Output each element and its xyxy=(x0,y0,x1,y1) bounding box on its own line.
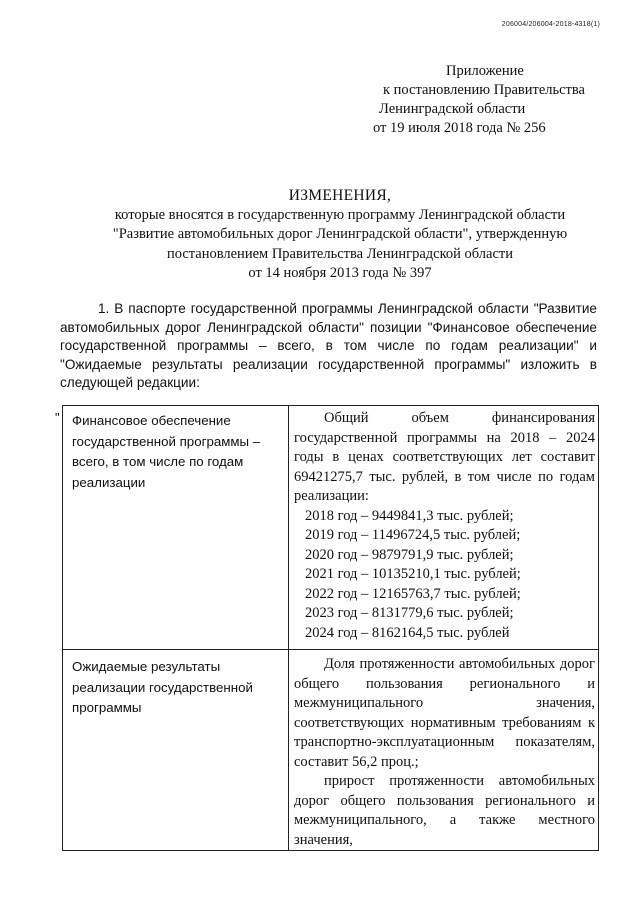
results-paragraph-2: прирост протяженности автомобильных дорог общего пользования регионального и межмуниципального, а также местного значения, xyxy=(294,773,595,848)
results-paragraph-1: Доля протяженности автомобильных дорог общего пользования регионального и межмуниципального значения, соответствующих нормативным требованиям к транспортно-эксплуатационным показателям, составит 56,2 проц.; xyxy=(294,656,595,770)
appendix-header xyxy=(373,62,585,138)
title-heading: ИЗМЕНЕНИЯ, xyxy=(288,187,392,204)
opening-quote-mark: " xyxy=(55,410,60,425)
passport-table xyxy=(62,405,599,851)
document-title xyxy=(60,186,620,284)
financing-value-cell xyxy=(289,406,599,650)
table-row-results xyxy=(63,650,599,851)
year-line: 2023 год – 8131779,6 тыс. рублей; xyxy=(305,605,514,621)
financing-label: Финансовое обеспечение государственной программы – всего, в том числе по годам реализации xyxy=(72,413,261,490)
intro-paragraph: 1. В паспорте государственной программы Ленинградской области "Развитие автомобильных дорог Ленинградской области" позиции "Финансовое обеспечение государственной программы – всего, в том числе по годам реализации" и "Ожидаемые результаты реализации государственной программы" изложить в следующей редакции: xyxy=(60,301,597,390)
financing-label-cell xyxy=(63,406,289,650)
appendix-line-2: к постановлению Правительства xyxy=(383,82,585,98)
title-line-3: "Развитие автомобильных дорог Ленинградской области", утвержденную xyxy=(112,226,568,242)
results-label: Ожидаемые результаты реализации государственной программы xyxy=(72,659,253,715)
document-id: 206004/206004-2018-4318(1) xyxy=(501,21,600,28)
year-line: 2020 год – 9879791,9 тыс. рублей; xyxy=(305,546,514,563)
year-line: 2019 год – 11496724,5 тыс. рублей; xyxy=(305,527,521,543)
title-line-5: от 14 ноября 2013 года № 397 xyxy=(248,265,432,281)
title-line-2: которые вносятся в государственную программу Ленинградской области xyxy=(114,206,566,223)
appendix-line-3: Ленинградской области xyxy=(379,101,526,117)
year-line: 2024 год – 8162164,5 тыс. рублей xyxy=(305,624,510,641)
results-label-cell xyxy=(63,650,289,851)
appendix-date-line: от 19 июля 2018 года № 256 xyxy=(373,120,546,136)
year-line: 2018 год – 9449841,3 тыс. рублей; xyxy=(305,507,514,524)
financing-total: Общий объем финансирования государственной программы на 2018 – 2024 годы в ценах соответствующих лет составит 69421275,7 тыс. рублей, в том числе по годам реализации: xyxy=(294,410,595,504)
appendix-line-1: Приложение xyxy=(446,63,524,79)
table-row-financing xyxy=(63,406,599,650)
year-line: 2021 год – 10135210,1 тыс. рублей; xyxy=(305,566,521,582)
year-line: 2022 год – 12165763,7 тыс. рублей; xyxy=(305,585,521,602)
title-line-4: постановлением Правительства Ленинградской области xyxy=(166,245,514,262)
results-value-cell xyxy=(289,650,599,851)
